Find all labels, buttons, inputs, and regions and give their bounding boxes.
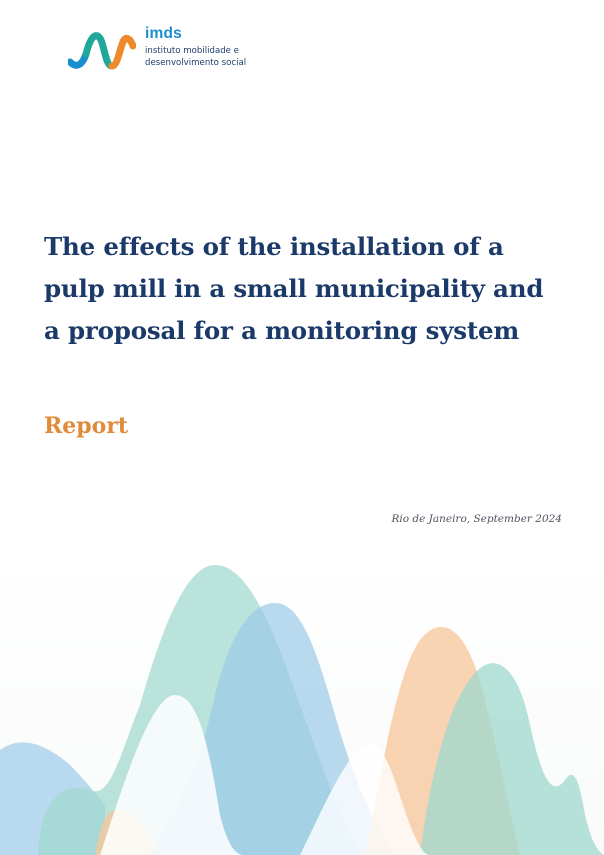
place-date: Rio de Janeiro, September 2024 [391,513,562,525]
logo-text [145,26,265,69]
decorative-waves [0,555,604,855]
logo-name: imds [145,25,182,42]
logo-tagline: instituto mobilidade e desenvolvimento social [145,45,247,68]
imds-wave-logo-icon [68,28,136,72]
imds-logo [68,26,268,76]
report-title: The effects of the installation of a pulp mill in a small municipality and a proposal for a monitoring system [44,232,544,345]
report-subtitle: Report [44,413,129,439]
